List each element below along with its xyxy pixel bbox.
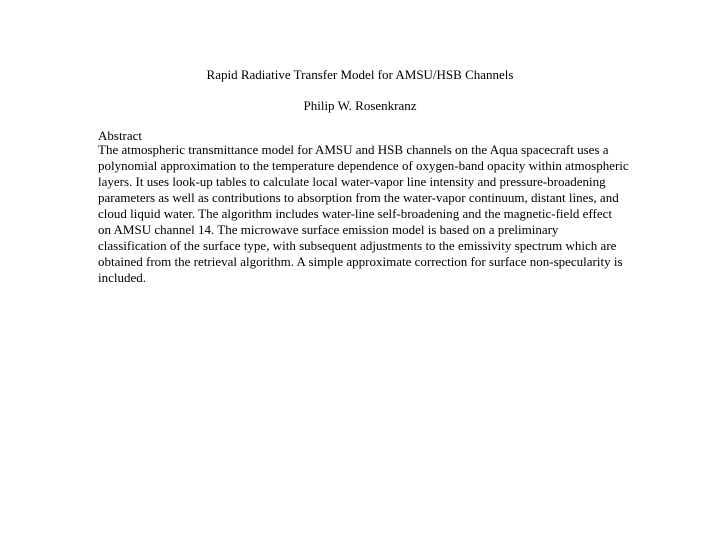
abstract-line: The atmospheric transmittance model for AMSU and HSB channels on the Aqua spacecraft uses a [98,142,609,157]
abstract-line: polynomial approximation to the temperature dependence of oxygen-band opacity within atmospheric [98,158,629,173]
abstract-line: cloud liquid water. The algorithm includes water-line self-broadening and the magnetic-field effect [98,206,613,221]
abstract-line: on AMSU channel 14. The microwave surface emission model is based on a preliminary [98,222,559,237]
abstract-line: layers. It uses look-up tables to calculate local water-vapor line intensity and pressure-broadening [98,174,606,189]
abstract-line: parameters as well as contributions to absorption from the water-vapor continuum, distant lines, and [98,190,619,205]
abstract-line: classification of the surface type, with subsequent adjustments to the emissivity spectrum which are [98,238,617,253]
abstract-heading: Abstract [98,128,143,143]
paper-title: Rapid Radiative Transfer Model for AMSU/HSB Channels [206,67,514,82]
abstract-line: obtained from the retrieval algorithm. A simple approximate correction for surface non-specularity is [98,254,623,269]
paper-author: Philip W. Rosenkranz [303,98,417,113]
abstract-line: included. [98,270,147,285]
abstract-body [98,142,628,286]
